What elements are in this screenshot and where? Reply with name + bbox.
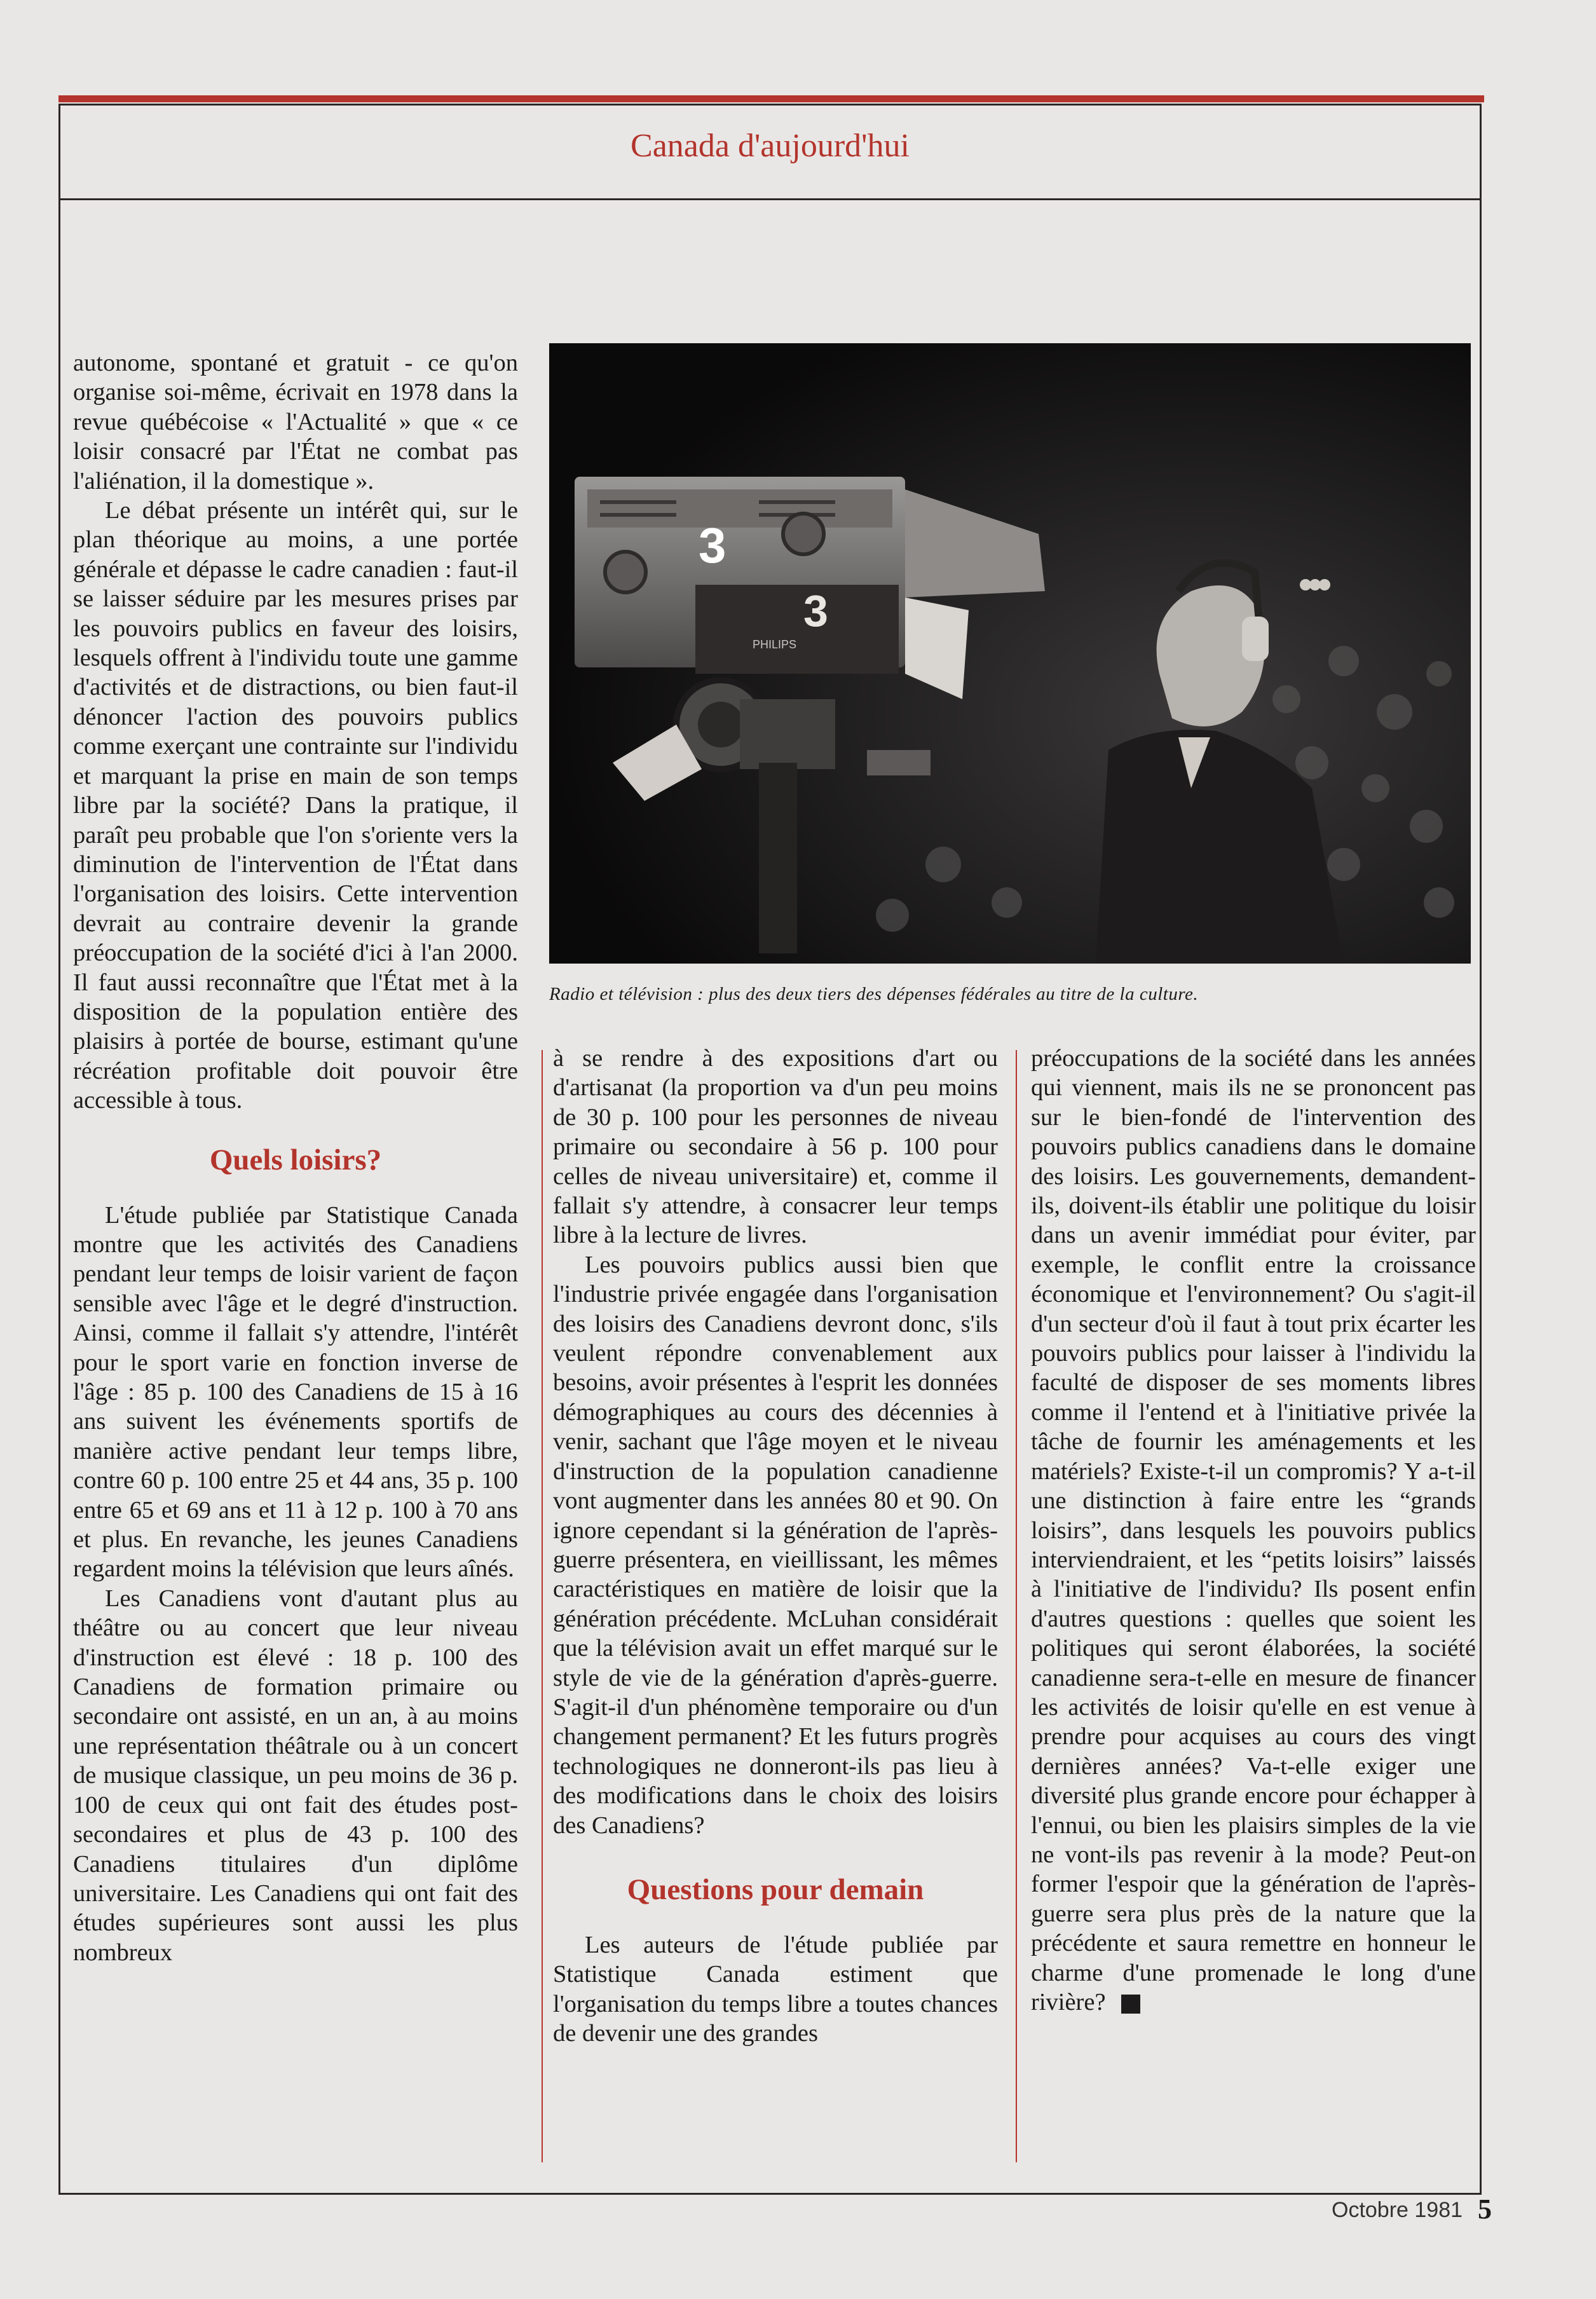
paragraph-text: préoccupations de la société dans les années qui viennent, mais ils ne se prononcent pas sur le bien-fondé de l'intervention des pouvoirs publics canadiens dans le domaine des loisirs. Les gouvernements, demandent-ils, doivent-ils établir une politique du loisir dans un avenir immédiat pour éviter, par exemple, le conflit entre la croissance économique et l'environnement? Ou s'agit-il d'un secteur d'où il faut à tout prix écarter les pouvoirs publics pour laisser à l'individu la faculté de disposer de ses moments libres comme il l'entend et à l'initiative privée la tâche de fournir les aménagements et les matériels? Existe-t-il un compromis? Y a-t-il une distinction à faire entre les “grands loisirs”, dans lesquels les pouvoirs publics interviendraient, et les “petits loisirs” laissés à l'initiative de l'individu? Ils posent enfin d'autres questions : quelles que soient les politiques qui seront élaborées, la société canadienne sera-t-elle en mesure de financer les activités de loisir qu'elle en est venue à prendre pour acquises au cours des vingt dernières années? Va-t-elle exiger une diversité plus grande encore pour échapper à l'ennui, ou bien les plaisirs simples de la vie ne vont-ils pas revenir à la mode? Peut-on former l'espoir que la génération de l'après-guerre sera plus près de la nature que la précédente et saura remettre en honneur le charme d'une promenade le long d'une rivière? <box>1031 1045 1476 2016</box>
paragraph-final <box>1031 1044 1476 2017</box>
paragraph: L'étude publiée par Statistique Canada montre que les activités des Canadiens pendant leur temps de loisir varient de façon sensible avec l'âge et le degré d'instruction. Ainsi, comme il fallait s'y attendre, l'intérêt pour le sport varie en fonction inverse de l'âge : 85 p. 100 des Canadiens de 15 à 16 ans suivent les événements sportifs de manière active pendant leur temps libre, contre 60 p. 100 entre 25 et 44 ans, 35 p. 100 entre 65 et 69 ans et 11 à 12 p. 100 à 70 ans et plus. En revanche, les jeunes Canadiens regardent moins la télévision que leurs aînés. <box>73 1201 518 1583</box>
top-rule <box>58 95 1484 102</box>
end-of-article-mark <box>1121 1995 1140 2014</box>
camera-brand: PHILIPS <box>753 638 797 651</box>
article-column-3 <box>1031 1044 1476 2017</box>
running-title: Canada d'aujourd'hui <box>631 128 910 164</box>
header-divider <box>58 198 1482 200</box>
article-column-2 <box>553 1044 998 2049</box>
section-heading: Quels loisirs? <box>209 1143 382 1177</box>
article-column-1 <box>73 348 518 1967</box>
photo-illustration <box>549 343 1471 964</box>
paragraph: Les pouvoirs publics aussi bien que l'industrie privée engagée dans l'organisation des loisirs des Canadiens devront donc, s'ils veulent répondre convenablement aux besoins, avoir présentes à l'esprit les données démographiques au cours des décennies à venir, sachant que l'âge moyen et le niveau d'instruction de la population canadienne vont augmenter dans les années 80 et 90. On ignore cependant si la génération de l'après-guerre présentera, en vieillissant, les mêmes caractéristiques en matière de loisir que la génération précédente. McLuhan considérait que la télévision avait un effet marqué sur le style de vie de la génération d'après-guerre. S'agit-il d'un phénomène temporaire ou d'un changement permanent? Et les futurs progrès technologiques ne donneront-ils pas lieu à des modifications dans le choix des loisirs des Canadiens? <box>553 1251 998 1839</box>
column-divider <box>1016 1050 1017 2162</box>
camera-number: 3 <box>699 517 726 573</box>
paragraph: Les Canadiens vont d'autant plus au théâtre ou au concert que leur niveau d'instruction est élevé : 18 p. 100 des Canadiens de formation primaire ou secondaire ont assisté, en un an, à au moins une représentation théâtrale ou à un concert de musique classique, un peu moins de 36 p. 100 de ceux qui ont fait des études post-secondaires et plus de 43 p. 100 des Canadiens titulaires d'un diplôme universitaire. Les Canadiens qui ont fait des études supérieures sont aussi les plus nombreux <box>73 1585 518 1966</box>
column-divider <box>542 1050 543 2162</box>
paragraph: Le débat présente un intérêt qui, sur le plan théorique au moins, a une portée générale et dépasse le cadre canadien : faut-il se laisser séduire par les mesures prises par les pouvoirs publics en faveur des loisirs, lesquels offrent à l'individu toute une gamme d'activités et de distractions, ou bien faut-il dénoncer l'action des pouvoirs publics comme exerçant une contrainte sur l'individu et marquant la prise en main de son temps libre par la société? Dans la pratique, il paraît peu probable que l'on s'oriente vers la diminution de l'intervention de l'État dans l'organisation des loisirs. Cette intervention devrait au contraire devenir la grande préoccupation de la société d'ici à l'an 2000. Il faut aussi reconnaître que l'État met à la disposition de la population entière des plaisirs à portée de bourse, estimant qu'une récréation profitable doit pouvoir être accessible à tous. <box>73 497 518 1114</box>
section-heading: Questions pour demain <box>627 1873 924 1906</box>
paragraph: Les auteurs de l'étude publiée par Statistique Canada estiment que l'organisation du temps libre a toutes chances de devenir une des grandes <box>553 1931 998 2047</box>
paragraph: à se rendre à des expositions d'art ou d'artisanat (la proportion va d'un peu moins de 30 p. 100 pour les personnes de niveau primaire ou secondaire à 56 p. 100 pour celles de niveau universitaire) et, comme il fallait s'y attendre, à consacrer leur temps libre à la lecture de livres. <box>553 1045 998 1249</box>
camera-number-small: 3 <box>803 586 828 636</box>
photo-caption: Radio et télévision : plus des deux tiers des dépenses fédérales au titre de la culture. <box>549 984 1199 1004</box>
issue-date: Octobre 1981 <box>1332 2198 1463 2222</box>
page-number: 5 <box>1478 2193 1492 2225</box>
photo-tv-camera <box>549 343 1471 964</box>
paragraph: autonome, spontané et gratuit - ce qu'on organise soi-même, écrivait en 1978 dans la revue québécoise « l'Actualité » que « ce loisir consacré par l'État ne combat pas l'aliénation, il la domestique ». <box>73 350 518 495</box>
